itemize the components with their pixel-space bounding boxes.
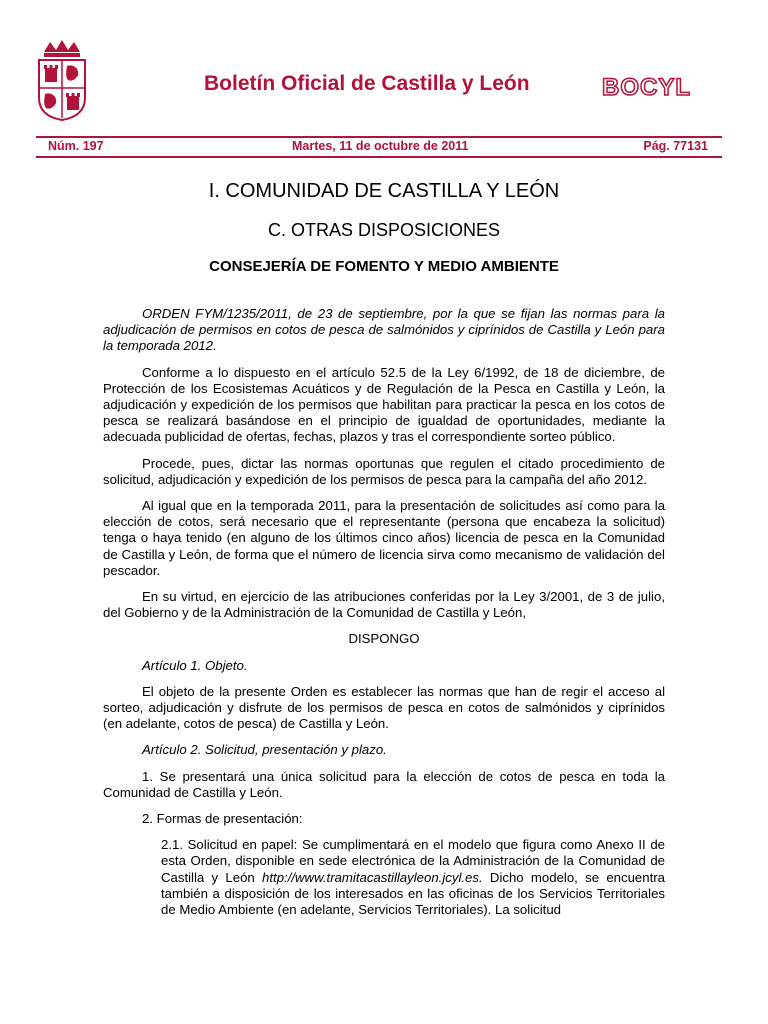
article-2-title: Artículo 2. Solicitud, presentación y plazo. xyxy=(142,742,387,758)
issue-info-bar xyxy=(36,136,722,158)
order-title: ORDEN FYM/1235/2011, de 23 de septiembre, por la que se fijan las normas para la adjudicación de permisos en cotos de pesca de salmónidos y ciprínidos de Castilla y León para la temporada 2012. xyxy=(103,306,665,354)
bulletin-title: Boletín Oficial de Castilla y León xyxy=(204,72,530,95)
bocyl-logo: BOCYL xyxy=(602,74,691,101)
paragraph: 2. Formas de presentación: xyxy=(142,811,303,827)
paragraph: Al igual que en la temporada 2011, para la presentación de solicitudes así como para la elección de cotos, será necesario que el representante (persona que encabeza la solicitud) tenga o haya tenido (en alguno de los últimos cinco años) licencia de pesca en la Comunidad de Castilla y León, de forma que el número de licencia sirva como mecanismo de validación del pescador. xyxy=(103,498,665,578)
paragraph: El objeto de la presente Orden es establecer las normas que han de regir el acceso al sorteo, adjudicación y disfrute de los permisos de pesca en cotos de salmónidos y ciprínidos (en adelante, cotos de pesca) de Castilla y León. xyxy=(103,683,665,732)
coat-of-arms-icon xyxy=(36,40,88,122)
issue-date: Martes, 11 de octubre de 2011 xyxy=(292,139,469,153)
text: 2.1. Solicitud en papel: Se cumplimentará en el modelo que figura como Anexo II de esta Orden, disponible en sede electrónica de la Administración de la Comunidad de Castilla y León xyxy=(161,837,665,885)
url-link[interactable]: http://www.tramitacastillayleon.jcyl.es. xyxy=(262,869,483,885)
paragraph: 1. Se presentará una única solicitud para la elección de cotos de pesca en toda la Comunidad de Castilla y León. xyxy=(103,768,665,800)
paragraph: Conforme a lo dispuesto en el artículo 52.5 de la Ley 6/1992, de 18 de diciembre, de Protección de los Ecosistemas Acuáticos y de Regulación de la Pesca en Castilla y León, la adjudicación y expedición de los permisos que habilitan para practicar la pesca en los cotos de pesca se realizará basándose en el principio de igualdad de oportunidades, mediante la adecuada publicidad de ofertas, fechas, plazos y tras el correspondiente sorteo público. xyxy=(103,364,665,445)
document-body xyxy=(103,306,665,928)
ministry-heading: CONSEJERÍA DE FOMENTO Y MEDIO AMBIENTE xyxy=(209,258,559,275)
page-header xyxy=(0,0,768,160)
dispongo-heading: DISPONGO xyxy=(348,631,420,647)
paragraph-2-1 xyxy=(161,837,665,918)
community-heading: I. COMUNIDAD DE CASTILLA Y LEÓN xyxy=(208,180,560,202)
category-heading: C. OTRAS DISPOSICIONES xyxy=(267,220,501,240)
paragraph: En su virtud, en ejercicio de las atribuciones conferidas por la Ley 3/2001, de 3 de julio, del Gobierno y de la Administración de la Comunidad de Castilla y León, xyxy=(103,589,665,621)
issue-number: Núm. 197 xyxy=(48,139,104,153)
page-number: Pág. 77131 xyxy=(643,139,708,153)
paragraph: Procede, pues, dictar las normas oportunas que regulen el citado procedimiento de solicitud, adjudicación y expedición de los permisos de pesca para la campaña del año 2012. xyxy=(103,455,665,487)
text: Dicho modelo, se encuentra también a disposición de los interesados en las oficinas de los Servicios Territoriales de Medio Ambiente (en adelante, Servicios Territoriales). La solicitud xyxy=(161,869,665,918)
article-1-title: Artículo 1. Objeto. xyxy=(142,657,248,673)
